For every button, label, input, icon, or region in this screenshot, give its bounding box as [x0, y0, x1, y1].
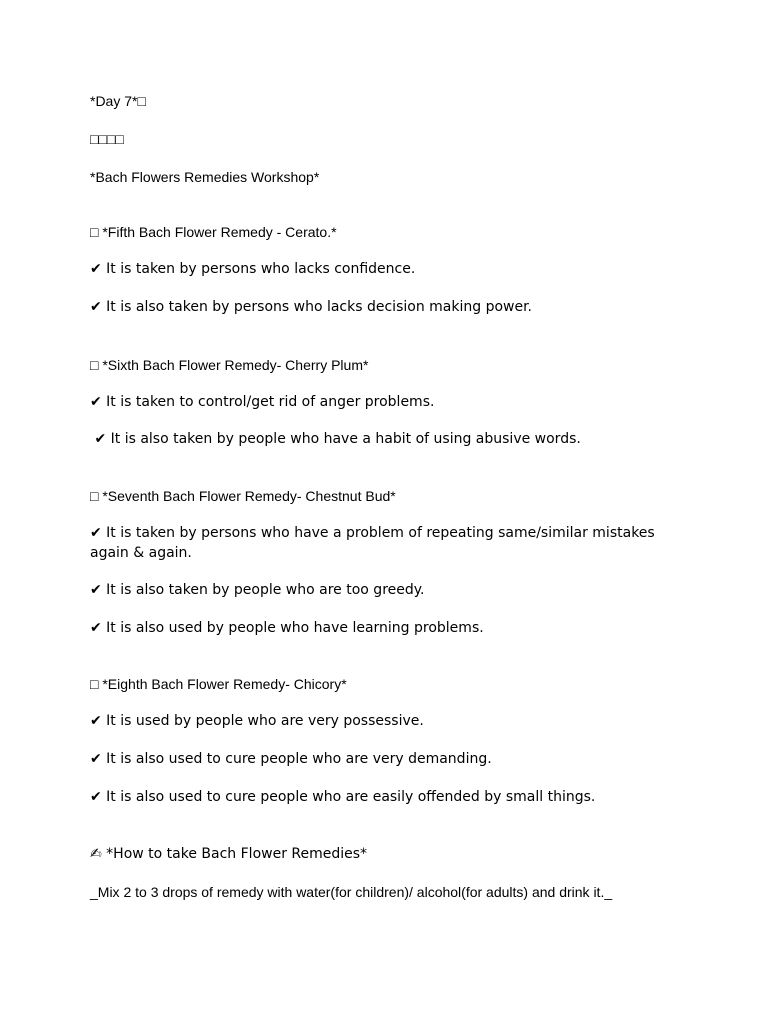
list-item: ✔ It is also used by people who have learning problems. [90, 620, 484, 636]
day-title: *Day 7*□ [90, 93, 146, 109]
list-item: ✔ It is also taken by persons who lacks decision making power. [90, 299, 533, 315]
section-heading-cerato: □ *Fifth Bach Flower Remedy - Cerato.* [90, 224, 337, 240]
list-item: ✔ It is also taken by people who have a habit of using abusive words. [90, 431, 581, 447]
howto-instruction: _Mix 2 to 3 drops of remedy with water(for children)/ alcohol(for adults) and drink it._ [90, 884, 613, 900]
list-item: ✔ It is also taken by people who are too greedy. [90, 582, 425, 598]
placeholder-boxes: □□□□ [90, 131, 124, 147]
list-item: ✔ It is also used to cure people who are easily offended by small things. [90, 789, 596, 805]
list-item: ✔ It is also used to cure people who are very demanding. [90, 751, 492, 767]
list-item: ✔ It is taken by persons who lacks confidence. [90, 261, 416, 277]
list-item: ✔ It is taken to control/get rid of anger problems. [90, 394, 435, 410]
list-item: ✔ It is taken by persons who have a problem of repeating same/similar mistakes again & again. [90, 525, 655, 561]
howto-heading: ✍ *How to take Bach Flower Remedies* [90, 846, 368, 862]
section-heading-chestnut-bud: □ *Seventh Bach Flower Remedy- Chestnut Bud* [90, 488, 396, 504]
workshop-title: *Bach Flowers Remedies Workshop* [90, 169, 320, 185]
section-heading-cherry-plum: □ *Sixth Bach Flower Remedy- Cherry Plum* [90, 357, 369, 373]
section-heading-chicory: □ *Eighth Bach Flower Remedy- Chicory* [90, 676, 347, 692]
list-item: ✔ It is used by people who are very possessive. [90, 713, 424, 729]
